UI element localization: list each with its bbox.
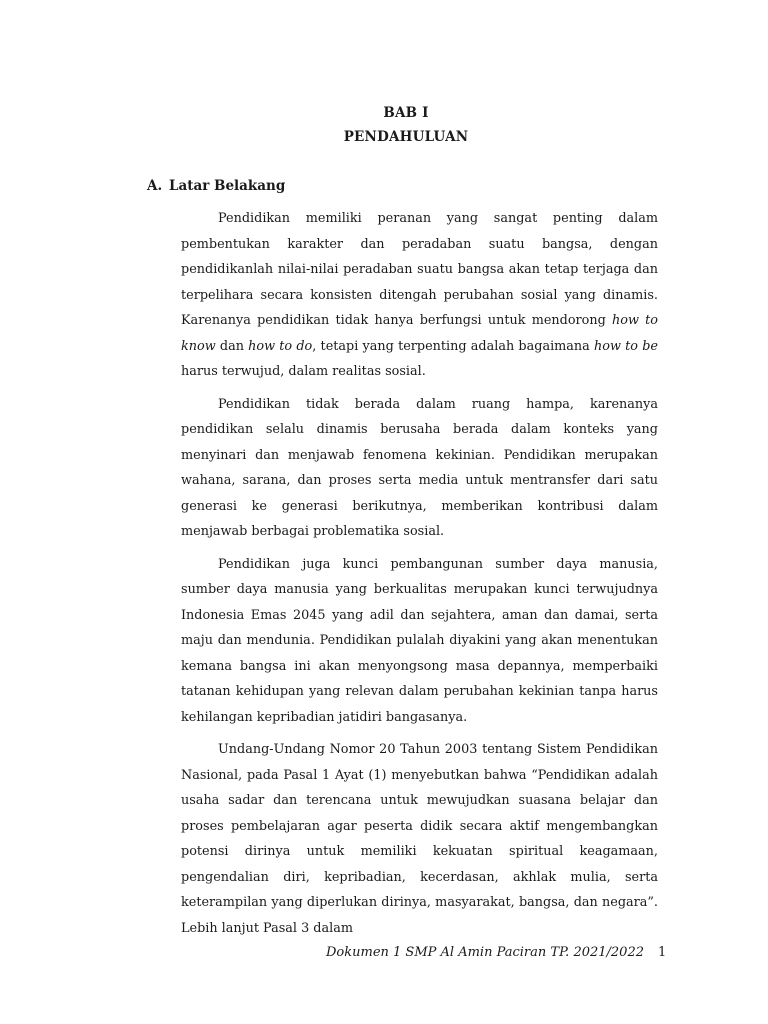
chapter-title: PENDAHULUAN xyxy=(343,129,469,145)
paragraph-1-text-3: , tetapi yang terpenting adalah bagaimana xyxy=(312,338,595,354)
section-title: Latar Belakang xyxy=(169,178,286,194)
page-number: 1 xyxy=(658,945,667,960)
paragraph-1-text-4: harus terwujud, dalam realitas sosial. xyxy=(181,364,426,379)
footer-document-title: Dokumen 1 SMP Al Amin Paciran TP. 2021/2022 xyxy=(326,945,644,960)
paragraph-3: Pendidikan juga kunci pembangunan sumber daya manusia, sumber daya manusia yang berkualitas merupakan kunci terwujudnya Indonesia Emas 2045 yang adil dan sejahtera, aman dan damai, serta maju dan mendunia. Pendidikan pulalah diyakini yang akan menentukan kemana bangsa ini akan menyongsong masa depannya, memperbaiki tatanan kehidupan yang relevan dalam perubahan kekinian tanpa harus kehilangan kepribadian jatidiri bangasanya. xyxy=(181,556,658,725)
italic-how-to-do: how to do xyxy=(248,338,313,354)
body-text xyxy=(181,206,658,941)
section-letter: A. xyxy=(147,178,163,194)
section-heading xyxy=(147,178,285,194)
paragraph-1-text-2: dan xyxy=(215,338,249,354)
italic-how-to-know: how to know xyxy=(181,313,658,354)
paragraph-2: Pendidikan tidak berada dalam ruang hampa, karenanya pendidikan selalu dinamis berusaha berada dalam konteks yang menyinari dan menjawab fenomena kekinian. Pendidikan merupakan wahana, sarana, dan proses serta media untuk mentransfer dari satu generasi ke generasi berikutnya, memberikan kontribusi dalam menjawab berbagai problematika sosial. xyxy=(181,396,658,539)
page-footer xyxy=(326,945,666,960)
chapter-number: BAB I xyxy=(383,105,429,121)
paragraph-1 xyxy=(181,206,658,385)
paragraph-4: Undang-Undang Nomor 20 Tahun 2003 tentang Sistem Pendidikan Nasional, pada Pasal 1 Ayat (1) menyebutkan bahwa “Pendidikan adalah usaha sadar dan terencana untuk mewujudkan suasana belajar dan proses pembelajaran agar peserta didik secara aktif mengembangkan potensi dirinya untuk memiliki kekuatan spiritual keagamaan, pengendalian diri, kepribadian, kecerdasan, akhlak mulia, serta keterampilan yang diperlukan dirinya, masyarakat, bangsa, dan negara”. Lebih lanjut Pasal 3 dalam xyxy=(181,742,658,936)
italic-how-to-be: how to be xyxy=(594,338,658,354)
paragraph-1-text-1: Pendidikan memiliki peranan yang sangat penting dalam pembentukan karakter dan peradaban suatu bangsa, dengan pendidikanlah nilai-nilai peradaban suatu bangsa akan tetap terjaga dan terpelihara secara konsisten ditengah perubahan sosial yang dinamis. Karenanya pendidikan tidak hanya berfungsi untuk mendorong xyxy=(181,211,658,328)
